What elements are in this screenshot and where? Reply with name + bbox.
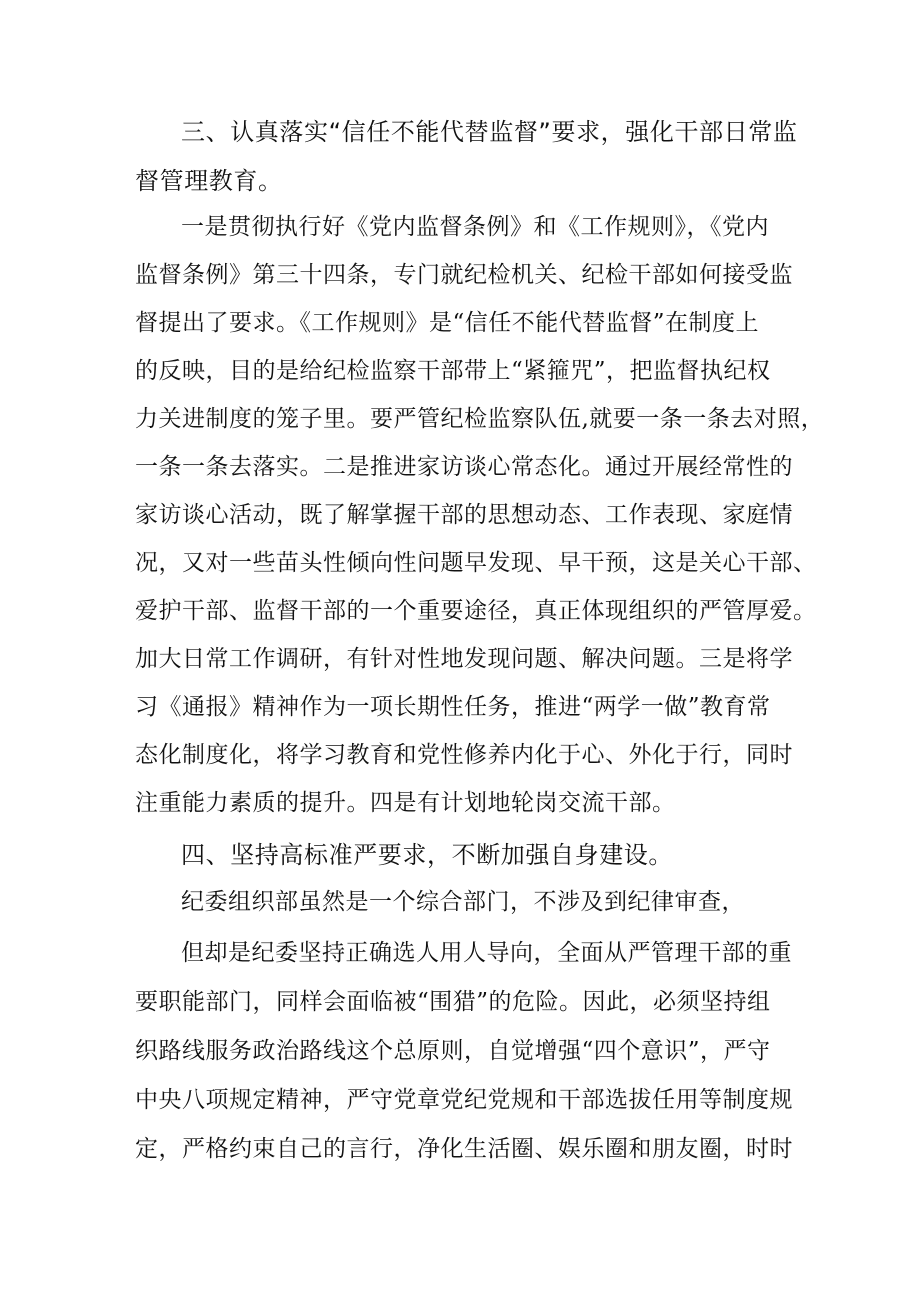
paragraph-line: 一条一条去落实。二是推进家访谈心常态化。通过开展经常性的 (135, 454, 793, 480)
paragraph-line: 注重能力素质的提升。四是有计划地轮岗交流干部。 (135, 790, 676, 816)
paragraph-line: 定，严格约束自己的言行，净化生活圈、娱乐圈和朋友圈，时时 (135, 1136, 793, 1162)
section-3-heading-line-2: 督管理教育。 (135, 167, 283, 195)
paragraph-line: 一是贯彻执行好《党内监督条例》和《工作规则》，《党内 (181, 214, 769, 240)
paragraph-line: 的反映，目的是给纪检监察干部带上“紧箍咒”，把监督执纪权 (135, 358, 771, 384)
paragraph-line: 习《通报》精神作为一项长期性任务，推进“两学一做”教育常 (135, 694, 771, 720)
paragraph-line: 监督条例》第三十四条，专门就纪检机关、纪检干部如何接受监 (135, 262, 793, 288)
paragraph-line: 家访谈心活动，既了解掌握干部的思想动态、工作表现、家庭情 (135, 502, 793, 528)
paragraph-line: 纪委组织部虽然是一个综合部门，不涉及到纪律审查， (181, 889, 745, 915)
paragraph-line: 况，又对一些苗头性倾向性问题早发现、早干预，这是关心干部、 (135, 550, 817, 576)
paragraph-line: 力关进制度的笼子里。要严管纪检监察队伍,就要一条一条去对照， (135, 406, 825, 432)
paragraph-line: 织路线服务政治路线这个总原则，自觉增强“四个意识”，严守 (135, 1038, 771, 1064)
paragraph-line: 但却是纪委坚持正确选人用人导向，全面从严管理干部的重 (181, 940, 792, 966)
paragraph-line: 态化制度化，将学习教育和党性修养内化于心、外化于行，同时 (135, 742, 793, 768)
section-4-heading: 四、坚持高标准严要求，不断加强自身建设。 (181, 841, 673, 869)
section-3-heading-line-1: 三、认真落实“信任不能代替监督”要求，强化干部日常监 (181, 118, 798, 146)
paragraph-line: 要职能部门，同样会面临被“围猎”的危险。因此，必须坚持组 (135, 989, 771, 1015)
paragraph-line: 加大日常工作调研，有针对性地发现问题、解决问题。三是将学 (135, 646, 793, 672)
paragraph-line: 督提出了要求。《工作规则》是“信任不能代替监督”在制度上 (135, 310, 760, 336)
paragraph-line: 中央八项规定精神，严守党章党纪党规和干部选拔任用等制度规 (135, 1087, 793, 1113)
paragraph-line: 爱护干部、监督干部的一个重要途径，真正体现组织的严管厚爱。 (135, 598, 817, 624)
